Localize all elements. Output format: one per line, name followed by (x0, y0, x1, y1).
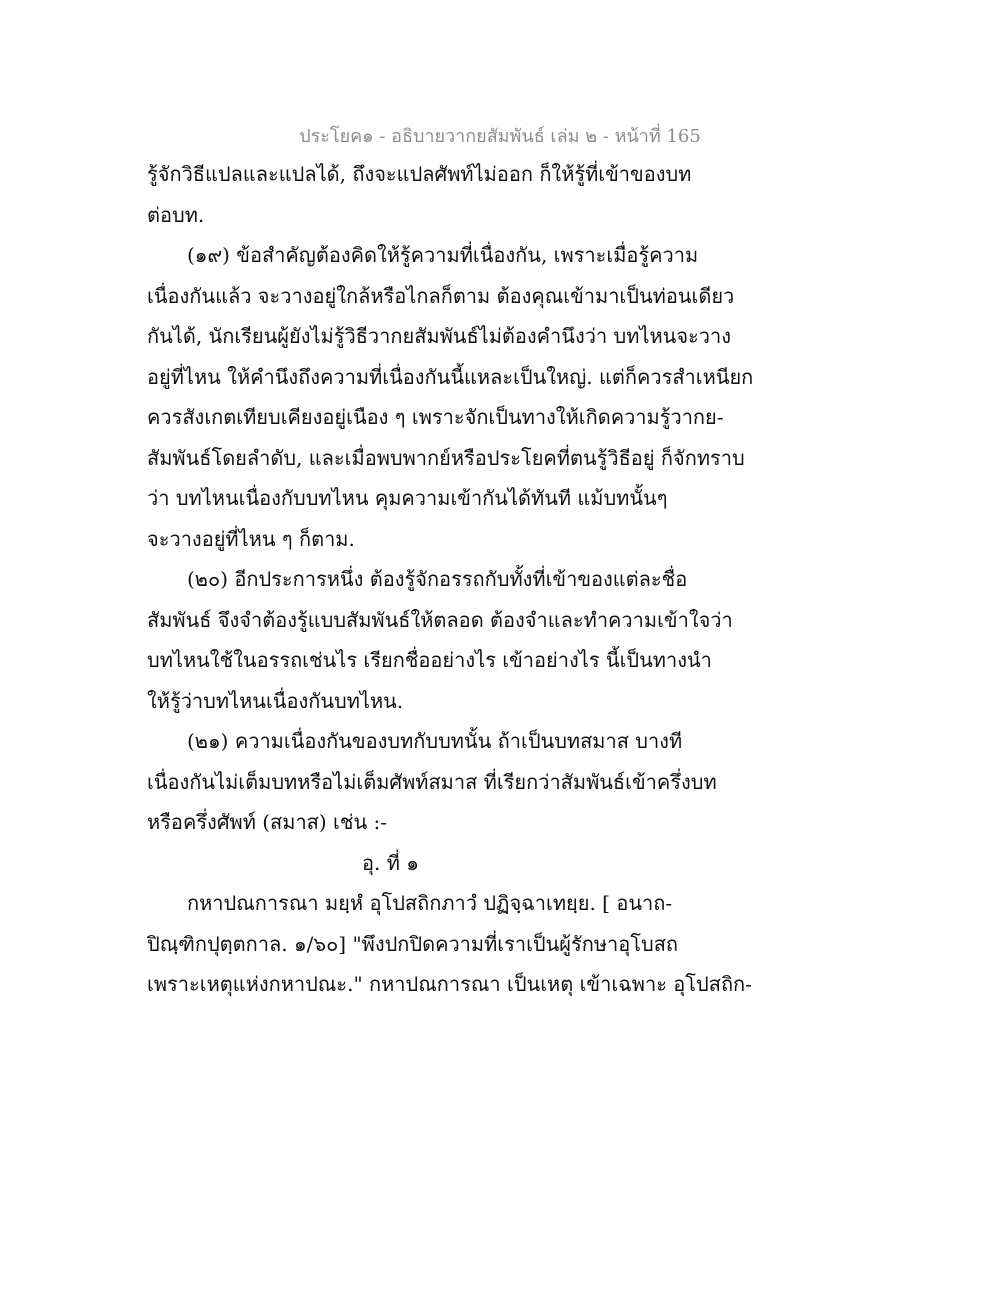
text-line: บทไหนใช้ในอรรถเช่นไร เรียกชื่ออย่างไร เข้าอย่างไร นี้เป็นทางนำ (147, 648, 712, 672)
example-text-start: กหาปณการณา มยฺหํ อุโปสถิกภาวํ ปฏิจฺฉาเทยฺย. [ อนาถ- (187, 891, 673, 915)
paragraph-21-start: (๒๑) ความเนื่องกันของบทกับบทนั้น ถ้าเป็นบทสมาส บางที (187, 729, 683, 753)
text-line: เนื่องกันไม่เต็มบทหรือไม่เต็มศัพท์สมาส ที่เรียกว่าสัมพันธ์เข้าครึ่งบท (147, 769, 717, 794)
text-line: สัมพันธ์ จึงจำต้องรู้แบบสัมพันธ์ให้ตลอด ต้องจำและทำความเข้าใจว่า (147, 607, 733, 632)
text-line: ต่อบท. (147, 202, 205, 227)
example-heading: อุ. ที่ ๑ (362, 850, 419, 875)
text-line: สัมพันธ์โดยลำดับ, และเมื่อพบพากย์หรือประโยคที่ตนรู้วิธีอยู่ ก็จักทราบ (147, 445, 745, 470)
paragraph-20-start: (๒๐) อีกประการหนึ่ง ต้องรู้จักอรรถกับทั้งที่เข้าของแต่ละชื่อ (187, 567, 688, 591)
text-line: กันได้, นักเรียนผู้ยังไม่รู้วิธีวากยสัมพันธ์ไม่ต้องคำนึงว่า บทไหนจะวาง (147, 324, 732, 348)
text-line: จะวางอยู่ที่ไหน ๆ ก็ตาม. (147, 526, 355, 551)
text-line: หรือครึ่งศัพท์ (สมาส) เช่น :- (147, 810, 387, 834)
text-line: เพราะเหตุแห่งกหาปณะ." กหาปณการณา เป็นเหตุ เข้าเฉพาะ อุโปสถิก- (147, 972, 752, 996)
text-line: เนื่องกันแล้ว จะวางอยู่ใกล้หรือไกลก็ตาม ต้องคุณเข้ามาเป็นท่อนเดียว (147, 283, 735, 308)
paragraph-19-start: (๑๙) ข้อสำคัญต้องคิดให้รู้ความที่เนื่องกัน, เพราะเมื่อรู้ความ (187, 243, 699, 267)
body-text (147, 154, 887, 1005)
running-header: ประโยค๑ - อธิบายวากยสัมพันธ์ เล่ม ๒ - หน้าที่ 165 (299, 126, 701, 147)
text-line: ว่า บทไหนเนื่องกับบทไหน คุมความเข้ากันได้ทันที แม้บทนั้นๆ (147, 486, 668, 510)
text-line: ให้รู้ว่าบทไหนเนื่องกันบทไหน. (147, 688, 404, 713)
text-line: อยู่ที่ไหน ให้คำนึงถึงความที่เนื่องกันนี้แหละเป็นใหญ่. แต่ก็ควรสำเหนียก (147, 364, 754, 389)
text-line: รู้จักวิธีแปลและแปลได้, ถึงจะแปลศัพท์ไม่ออก ก็ให้รู้ที่เข้าของบท (147, 162, 692, 186)
text-line: ปิณฺฑิกปุตฺตกาล. ๑/๖๐] "พึงปกปิดความที่เราเป็นผู้รักษาอุโบสถ (147, 931, 679, 956)
text-line: ควรสังเกตเทียบเคียงอยู่เนือง ๆ เพราะจักเป็นทางให้เกิดความรู้วากย- (147, 405, 724, 429)
